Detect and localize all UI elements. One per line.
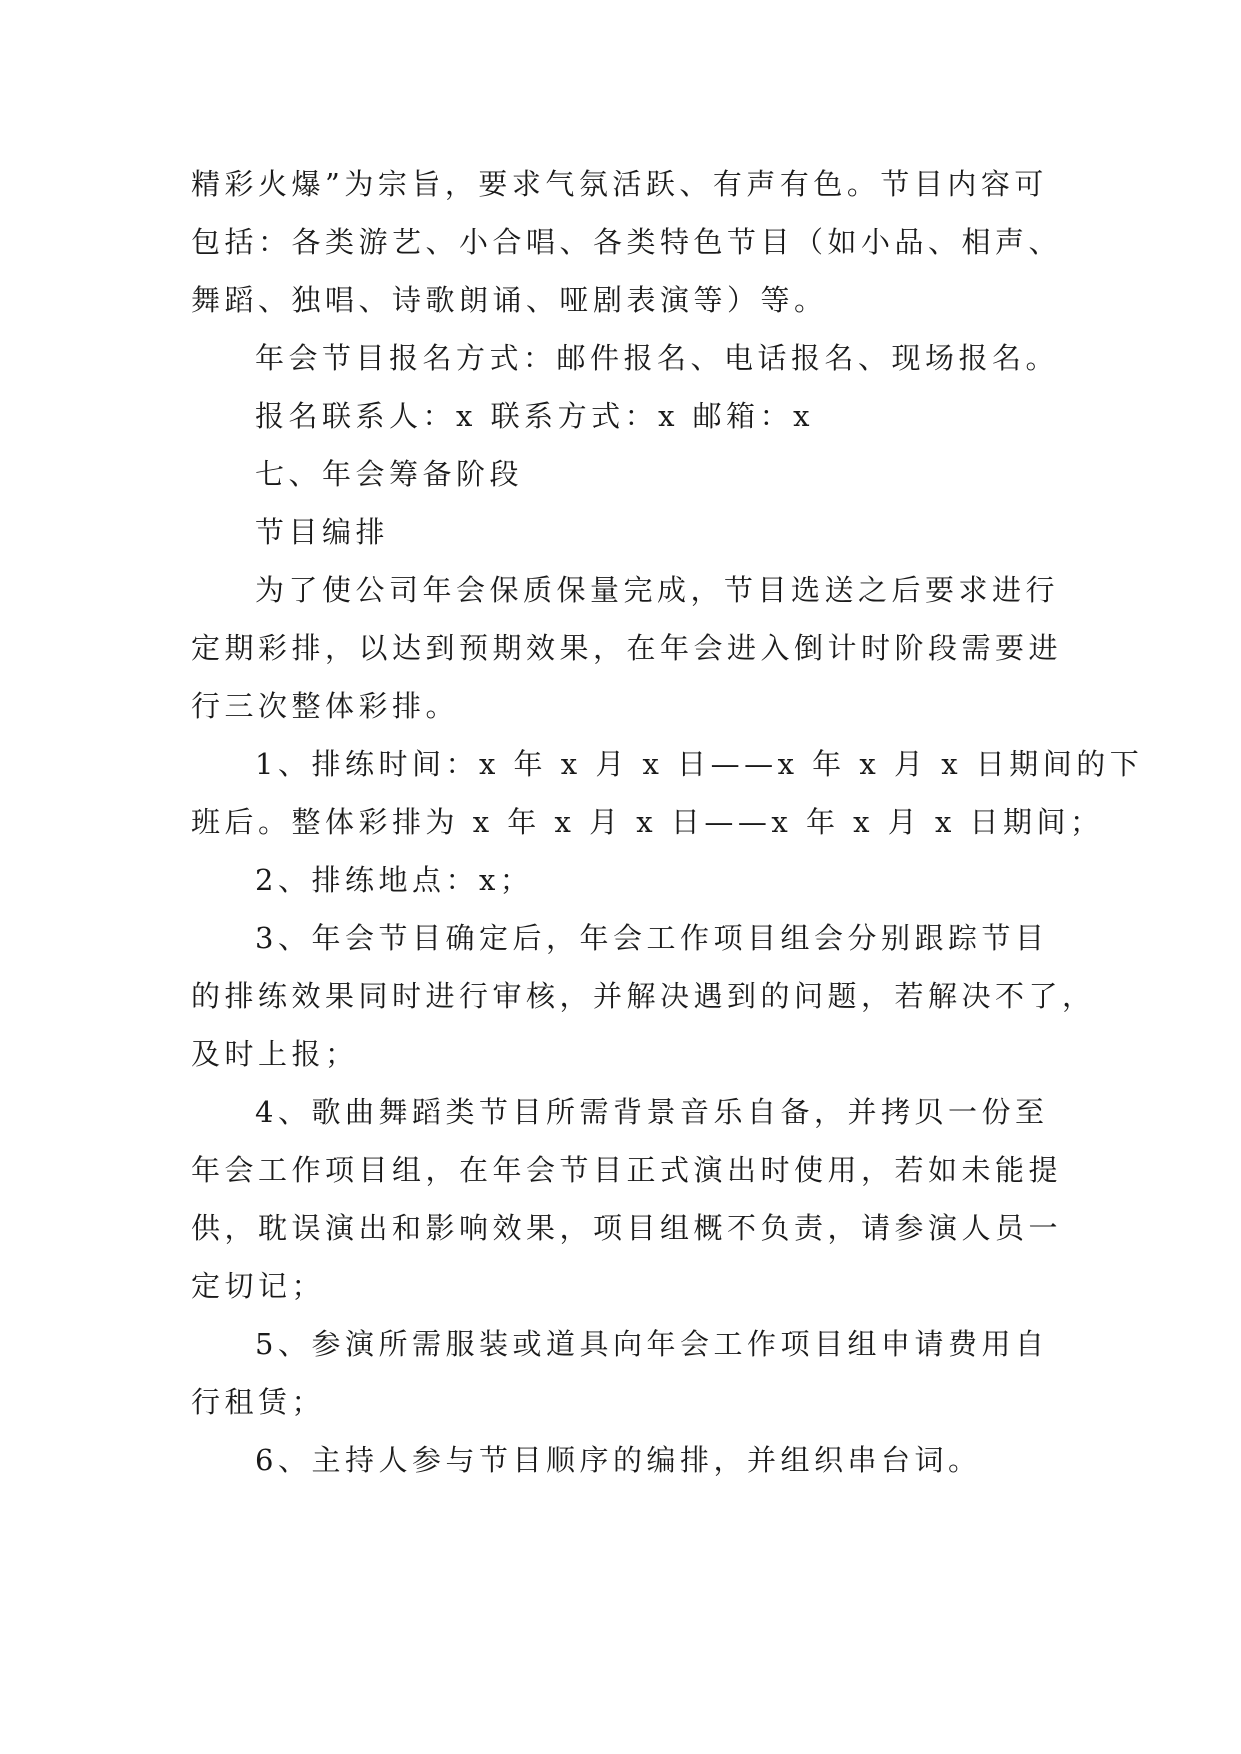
list-item: 4、歌曲舞蹈类节目所需背景音乐自备，并拷贝一份至 [255, 1095, 1049, 1129]
text-line: 定期彩排，以达到预期效果，在年会进入倒计时阶段需要进 [191, 631, 1063, 665]
text-line: 定切记； [191, 1269, 326, 1303]
text-line: 班后。整体彩排为 x 年 x 月 x 日——x 年 x 月 x 日期间； [191, 805, 1104, 839]
section-heading: 七、年会筹备阶段 [255, 457, 524, 491]
list-item: 6、主持人参与节目顺序的编排，并组织串台词。 [255, 1443, 982, 1477]
text-line: 年会工作项目组，在年会节目正式演出时使用，若如未能提 [191, 1153, 1063, 1187]
text-line: 年会节目报名方式：邮件报名、电话报名、现场报名。 [255, 341, 1060, 375]
subsection-heading: 节目编排 [255, 515, 390, 549]
list-item: 3、年会节目确定后，年会工作项目组会分别跟踪节目 [255, 921, 1049, 955]
text-line: 行租赁； [191, 1385, 326, 1419]
document-body [191, 155, 1144, 1489]
text-line: 行三次整体彩排。 [191, 689, 460, 723]
text-line: 精彩火爆”为宗旨，要求气氛活跃、有声有色。节目内容可 [191, 167, 1048, 201]
text-line: 为了使公司年会保质保量完成，节目选送之后要求进行 [255, 573, 1060, 607]
list-item: 5、参演所需服装或道具向年会工作项目组申请费用自 [255, 1327, 1049, 1361]
list-item: 2、排练地点：x； [255, 863, 534, 897]
text-line: 报名联系人：x 联系方式：x 邮箱：x [255, 399, 815, 433]
text-line: 包括：各类游艺、小合唱、各类特色节目（如小品、相声、 [191, 225, 1063, 259]
text-line: 舞蹈、独唱、诗歌朗诵、哑剧表演等）等。 [191, 283, 828, 317]
text-line: 及时上报； [191, 1037, 359, 1071]
text-line: 的排练效果同时进行审核，并解决遇到的问题，若解决不了， [191, 979, 1096, 1013]
list-item: 1、排练时间：x 年 x 月 x 日——x 年 x 月 x 日期间的下 [255, 747, 1144, 781]
text-line: 供，耽误演出和影响效果，项目组概不负责，请参演人员一 [191, 1211, 1063, 1245]
